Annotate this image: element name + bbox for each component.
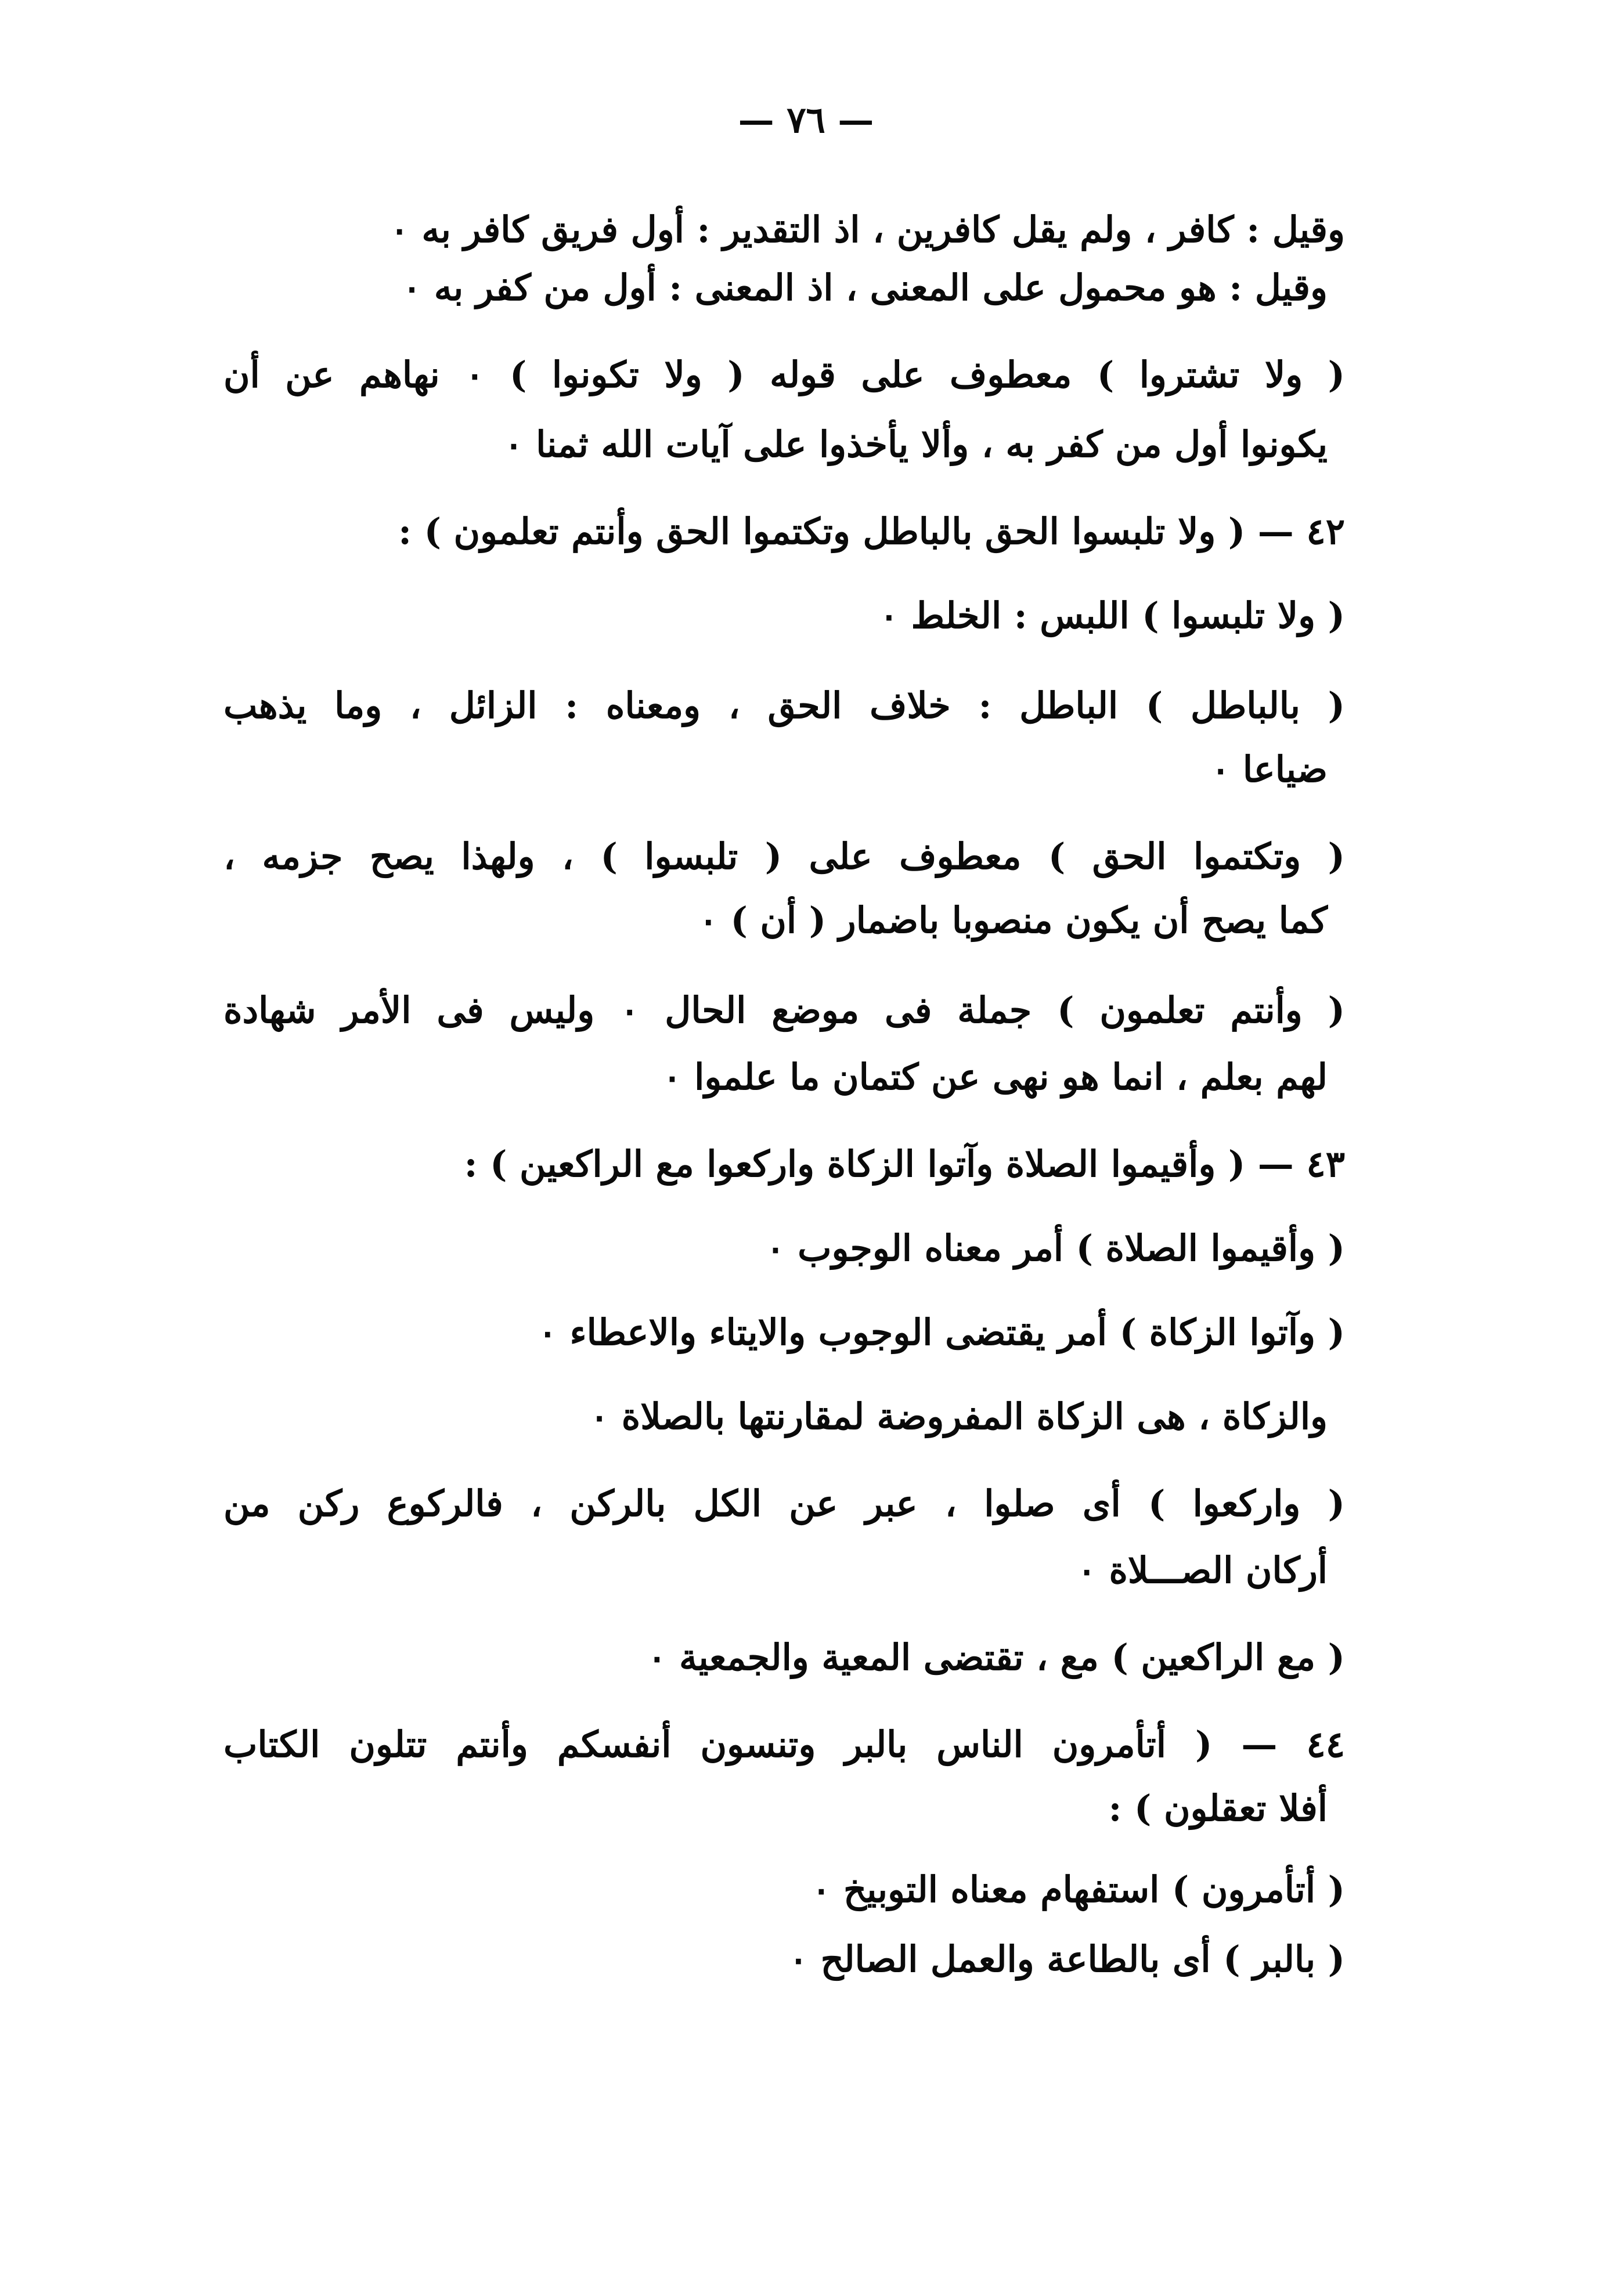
verse-heading-continued: أفلا تعقلون ) : [1108,1787,1328,1829]
text-line: ( ولا تلبسوا ) اللبس : الخلط ٠ [879,594,1345,637]
text-line: ( ولا تشتروا ) معطوف على قوله ( ولا تكونوا ) ٠ نهاهم عن أن [223,353,1345,396]
text-line: ( وأنتم تعلمون ) جملة فى موضع الحال ٠ وليس فى الأمر شهادة [223,989,1345,1031]
text-line: أركان الصـــلاة ٠ [1077,1549,1328,1591]
verse-heading: ٤٤ — ( أتأمرون الناس بالبر وتنسون أنفسكم وأنتم تتلون الكتاب [223,1723,1346,1766]
text-line: ضياعا ٠ [1210,748,1328,790]
text-line: ( وأقيموا الصلاة ) أمر معناه الوجوب ٠ [766,1227,1345,1269]
text-line: ( بالبر ) أى بالطاعة والعمل الصالح ٠ [788,1938,1345,1980]
verse-heading: ٤٢ — ( ولا تلبسوا الحق بالباطل وتكتموا الحق وأنتم تعلمون ) : [398,510,1345,553]
text-line: والزكاة ، هى الزكاة المفروضة لمقارنتها بالصلاة ٠ [589,1395,1328,1438]
text-line: كما يصح أن يكون منصوبا باضمار ( أن ) ٠ [698,899,1328,941]
text-line: ( مع الراكعين ) مع ، تقتضى المعية والجمعية ٠ [647,1636,1345,1678]
verse-heading: ٤٣ — ( وأقيموا الصلاة وآتوا الزكاة واركعوا مع الراكعين ) : [464,1143,1345,1185]
text-line: ( وآتوا الزكاة ) أمر يقتضى الوجوب والايتاء والاعطاء ٠ [538,1311,1345,1353]
text-line: ( وتكتموا الحق ) معطوف على ( تلبسوا ) ، ولهذا يصح جزمه ، [223,835,1345,878]
text-line: وقيل : هو محمول على المعنى ، اذ المعنى : أول من كفر به ٠ [402,266,1328,309]
text-line: لهم بعلم ، انما هو نهى عن كتمان ما علموا ٠ [662,1056,1328,1098]
text-line: ( أتأمرون ) استفهام معناه التوبيخ ٠ [812,1868,1345,1911]
page-number: — ٧٦ — [738,99,874,141]
text-line: ( واركعوا ) أى صلوا ، عبر عن الكل بالركن ، فالركوع ركن من [223,1482,1345,1525]
text-line: ( بالباطل ) الباطل : خلاف الحق ، ومعناه : الزائل ، وما يذهب [223,684,1345,727]
text-line: يكونوا أول من كفر به ، وألا يأخذوا على آيات الله ثمنا ٠ [504,423,1328,465]
text-line: وقيل : كافر ، ولم يقل كافرين ، اذ التقدير : أول فريق كافر به ٠ [390,208,1345,251]
